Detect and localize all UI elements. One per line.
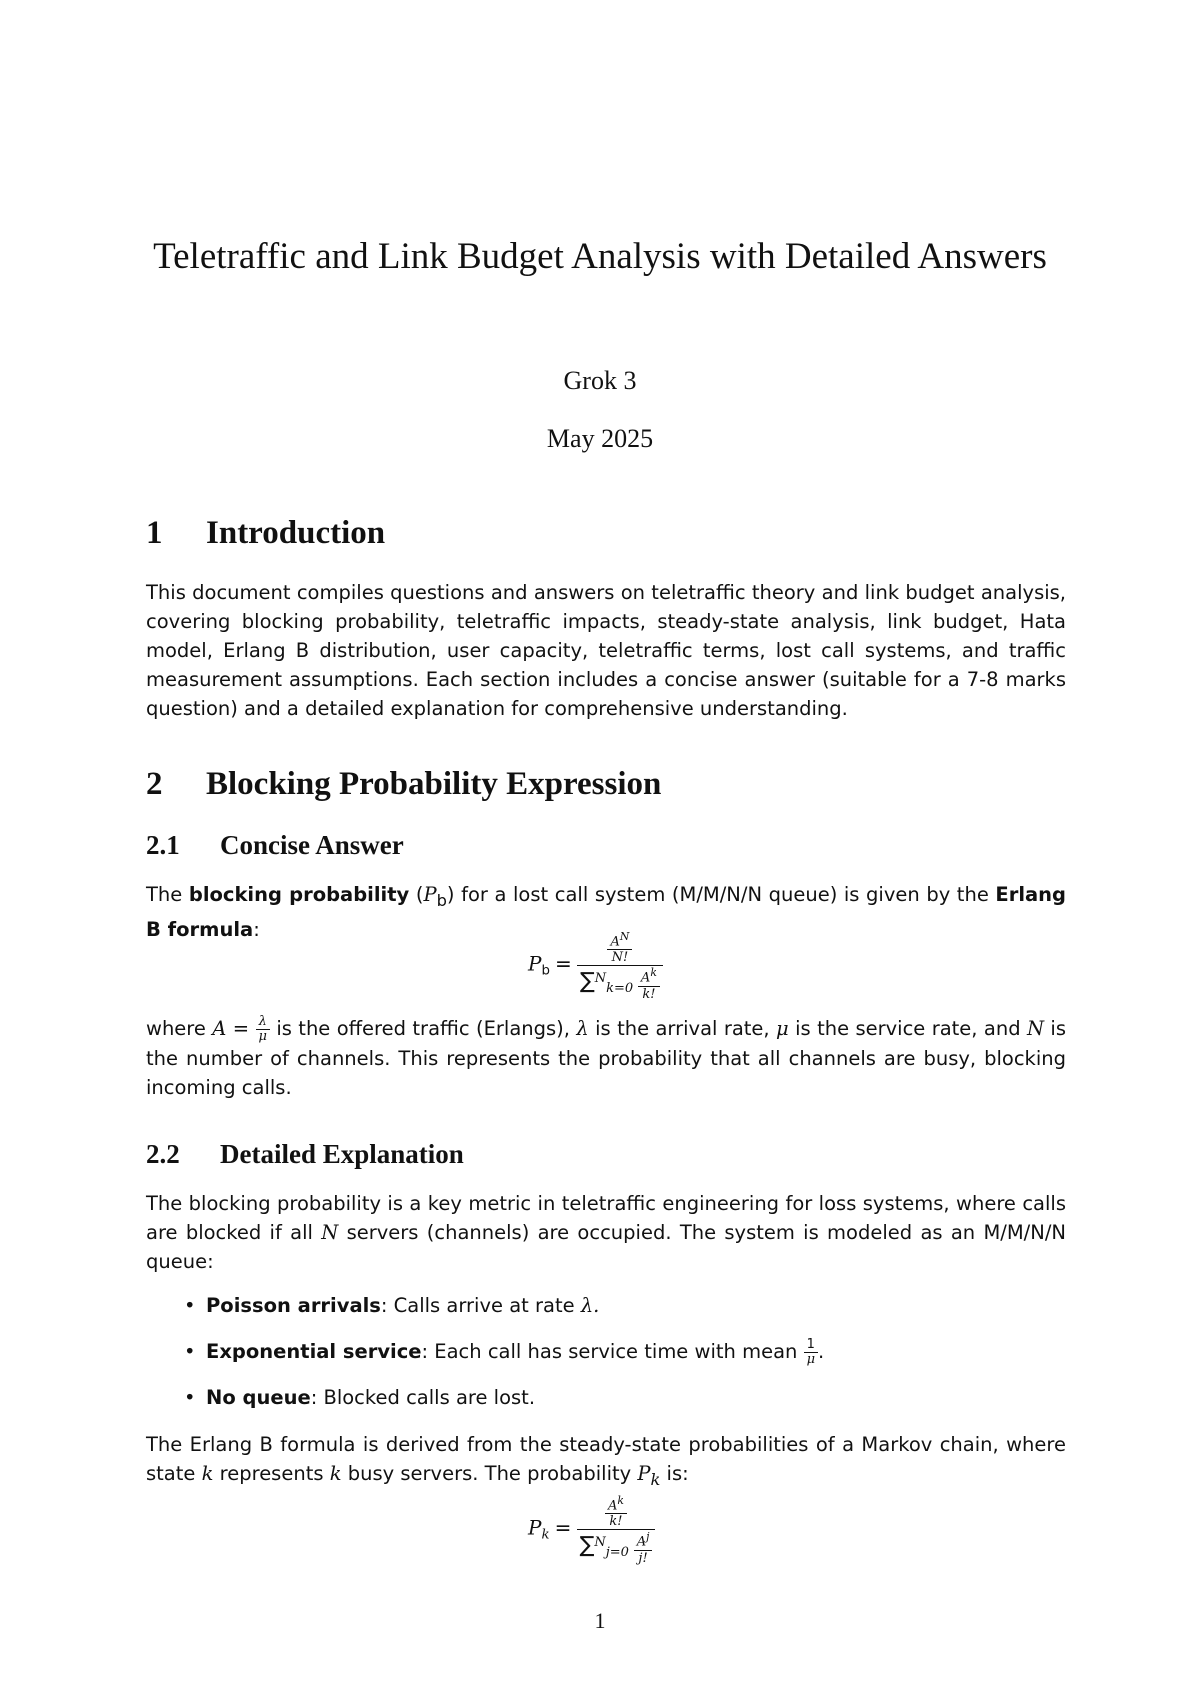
math-subscript: k [541,1527,550,1543]
list-item [146,1337,1066,1383]
erlang-b-equation [528,930,663,1002]
text-run: The [146,883,189,906]
section-title: Introduction [206,515,386,551]
denominator [577,966,663,1001]
subsection-title: Detailed Explanation [220,1139,464,1169]
text-run: ( [409,883,424,906]
assumption-list [146,1291,1066,1429]
subsection-number: 2.1 [146,830,180,860]
numerator [577,930,663,966]
subsection-heading-concise-answer [146,830,404,861]
section-heading-blocking-probability [146,766,661,803]
inner-fraction [634,1530,653,1565]
math-subscript: b [436,890,447,910]
text-run: is the offered traffic (Erlangs), [269,1017,577,1040]
math-symbol: A [607,1498,618,1514]
sum-symbol: ∑ [579,1533,595,1559]
denominator [577,1530,656,1565]
inner-fraction [605,1494,627,1529]
bold-term-blocking-probability: blocking probability [188,883,410,906]
math-symbol: P [528,1515,542,1540]
document-title: Teletraffic and Link Budget Analysis with Detailed Answers [153,236,1047,277]
math-symbol: N [321,1221,339,1244]
bold-term-erlang-b: Erlang B formula [146,883,1067,941]
sum-lower-limit: j=0 [605,1545,629,1561]
math-symbol: k [201,1462,214,1485]
math-symbol: μ [776,1017,789,1040]
lambda-over-mu-fraction [256,1015,270,1044]
math-symbol: λ [256,1015,270,1030]
sum-upper-limit: N [594,1535,606,1551]
bullet-icon: • [184,1294,196,1317]
bold-term: Exponential service [206,1340,422,1363]
math-symbol: μ [806,1352,816,1367]
document-author: Grok 3 [563,366,637,395]
math-symbol: A [636,1534,647,1550]
math-superscript: N [619,930,630,943]
text-run: : [253,917,260,941]
math-symbol: P [423,883,437,906]
math-superscript: k [617,1494,624,1507]
subsection-title: Concise Answer [220,830,404,860]
equals-sign: = [226,1017,256,1040]
list-item [146,1291,1066,1337]
math-symbol: k [329,1462,342,1485]
detailed-paragraph-2 [146,1430,1066,1494]
text-run: : Each call has service time with mean [421,1340,804,1363]
text-run: represents [213,1462,330,1485]
math-symbol: k! [609,1514,623,1530]
section-number: 1 [146,515,163,551]
math-symbol: 1 [804,1338,818,1353]
text-run: is the number of channels. This represents the probability that all channels are busy, blocking incoming calls. [146,1017,1066,1099]
math-symbol: A [610,934,620,950]
text-run: servers (channels) are occupied. The system is modeled as an M/M/N/N queue: [146,1221,1066,1273]
math-symbol: j! [638,1550,648,1566]
text-run: : Blocked calls are lost. [310,1386,536,1409]
list-item [146,1383,1066,1429]
text-run: ) for a lost call system (M/M/N/N queue) is given by the [446,883,996,906]
one-over-mu-fraction [804,1338,818,1367]
section-title: Blocking Probability Expression [206,766,662,802]
text-run: is the arrival rate, [588,1017,777,1040]
math-symbol: A [212,1017,227,1040]
sum-symbol: ∑ [579,969,595,995]
text-run: : Calls arrive at rate [380,1294,581,1317]
inner-fraction [607,930,632,965]
numerator [577,1494,656,1530]
math-symbol: μ [258,1029,267,1044]
math-superscript: k [650,966,657,980]
math-symbol: A [640,970,651,986]
subsection-number: 2.2 [146,1139,180,1169]
text-run: is: [660,1462,689,1485]
math-subscript: k [650,1469,661,1489]
erlang-b-fraction [577,930,663,1002]
text-run: is the service rate, and [788,1017,1027,1040]
text-run: . [818,1340,825,1363]
page-number: 1 [594,1608,606,1633]
bullet-icon: • [184,1386,196,1409]
intro-paragraph: This document compiles questions and answers on teletraffic theory and link budget analysis, covering blocking probability, teletraffic impacts, steady-state analysis, link budget, Hata model, Erlang B distribution, user capacity, teletraffic terms, lost call systems, and traffic measurement assumptions. Each section includes a concise answer (suitable for a 7-8 marks question) and a detailed explanation for comprehensive understanding. [146,581,1066,720]
bold-term: Poisson arrivals [206,1294,381,1317]
equals-sign: = [555,951,572,976]
equals-sign: = [554,1515,572,1540]
text-run: busy servers. The probability [341,1462,638,1485]
section-number: 2 [146,766,163,802]
math-symbol: N! [611,950,629,966]
text-run: The blocking probability is a key metric in teletraffic engineering for loss systems, where calls are blocked if all [146,1192,1066,1244]
text-run: The Erlang B formula is derived from the steady-state probabilities of a Markov chain, where state [146,1433,1066,1485]
math-symbol: N [1026,1017,1045,1040]
subsection-heading-detailed-explanation [146,1139,464,1170]
text-run: where [146,1017,213,1040]
pk-equation [528,1494,655,1566]
detailed-paragraph-1 [146,1189,1066,1276]
document-date: May 2025 [546,424,654,453]
inner-fraction [638,966,660,1001]
sum-upper-limit: N [594,971,607,987]
bold-term: No queue [206,1386,311,1409]
math-symbol: k! [642,986,656,1002]
math-subscript: b [541,963,550,979]
math-superscript: j [646,1530,650,1544]
section-heading-introduction [146,515,385,552]
sum-lower-limit: k=0 [606,981,634,997]
math-symbol: λ [576,1017,589,1040]
pk-fraction [577,1494,656,1566]
math-symbol: λ. [580,1294,600,1317]
bullet-icon: • [184,1340,196,1363]
concise-paragraph-2 [146,1014,1066,1102]
math-symbol: P [528,951,542,976]
math-symbol: P [637,1462,651,1485]
